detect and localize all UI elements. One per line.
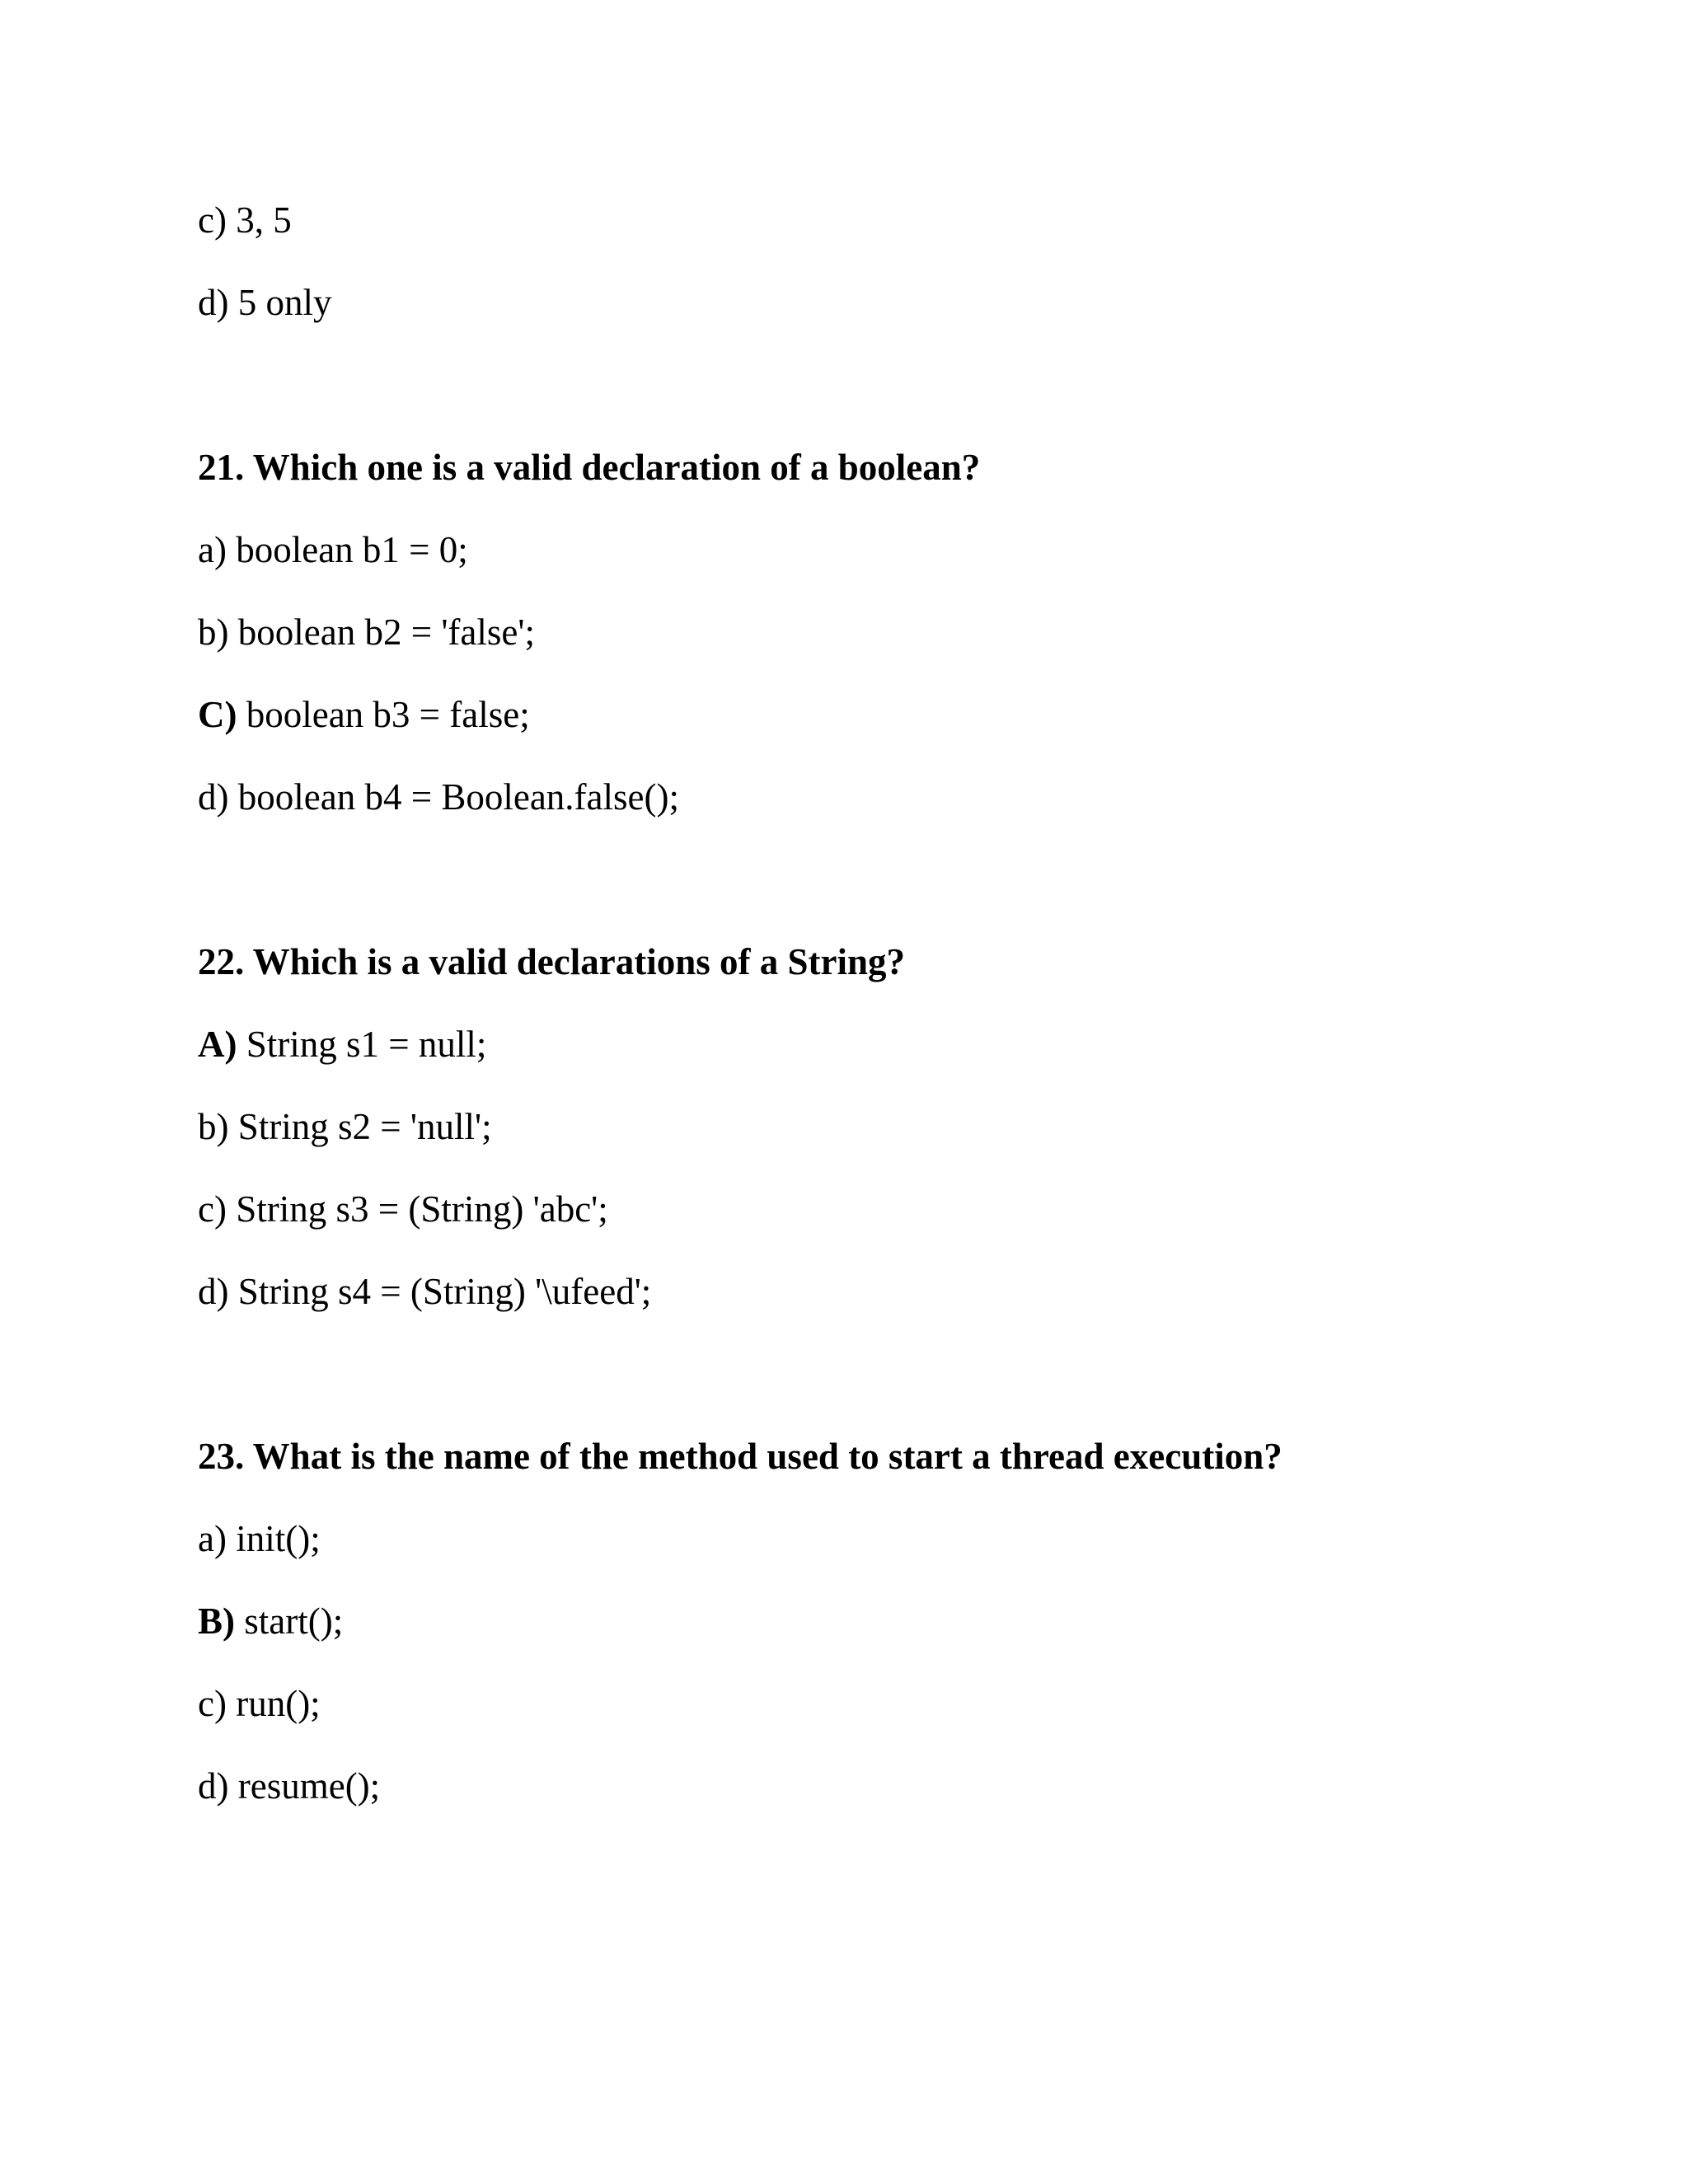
option-text: boolean b3 = false; xyxy=(237,694,530,735)
option-line xyxy=(198,284,332,321)
option-text: resume(); xyxy=(228,1765,381,1807)
option-line xyxy=(198,1765,381,1807)
question-21: 21. Which one is a valid declaration of a boolean? xyxy=(198,447,981,488)
option-letter: d) xyxy=(198,1765,229,1807)
answer-letter: A) xyxy=(198,1024,237,1065)
option-line xyxy=(198,529,468,570)
option-text: run(); xyxy=(226,1683,321,1724)
option-letter: c) xyxy=(198,1683,227,1724)
question-23: 23. What is the name of the method used to start a thread execution? xyxy=(198,1436,1282,1477)
option-line xyxy=(198,1685,321,1722)
answer-letter: B) xyxy=(198,1601,235,1642)
option-text: String s1 = null; xyxy=(237,1024,487,1065)
option-text: boolean b2 = 'false'; xyxy=(228,612,535,653)
option-line xyxy=(198,1108,492,1146)
option-text: String s4 = (String) '\ufeed'; xyxy=(228,1271,652,1312)
answer-option-line xyxy=(198,1603,343,1640)
option-letter: d) xyxy=(198,776,229,818)
option-text: init(); xyxy=(226,1518,321,1559)
option-text: boolean b4 = Boolean.false(); xyxy=(228,776,679,818)
option-letter: d) xyxy=(198,1271,229,1312)
answer-letter: C) xyxy=(198,694,237,735)
answer-option-line xyxy=(198,1026,486,1063)
option-text: String s3 = (String) 'abc'; xyxy=(226,1188,608,1230)
option-line xyxy=(198,1518,321,1559)
option-letter: c) xyxy=(198,199,227,241)
option-text: boolean b1 = 0; xyxy=(226,529,468,570)
option-line xyxy=(198,1188,608,1230)
option-letter: b) xyxy=(198,1106,229,1147)
option-text: 3, 5 xyxy=(226,199,292,241)
option-text: start(); xyxy=(235,1601,344,1642)
option-letter: b) xyxy=(198,612,229,653)
option-text: 5 only xyxy=(228,282,332,323)
option-line xyxy=(198,776,679,818)
option-text: String s2 = 'null'; xyxy=(228,1106,492,1147)
option-line xyxy=(198,1273,651,1310)
option-letter: a) xyxy=(198,1518,227,1559)
answer-option-line xyxy=(198,696,530,733)
option-letter: d) xyxy=(198,282,229,323)
question-22: 22. Which is a valid declarations of a String? xyxy=(198,941,905,982)
option-letter: c) xyxy=(198,1188,227,1230)
option-line xyxy=(198,199,292,241)
option-line xyxy=(198,614,535,651)
option-letter: a) xyxy=(198,529,227,570)
